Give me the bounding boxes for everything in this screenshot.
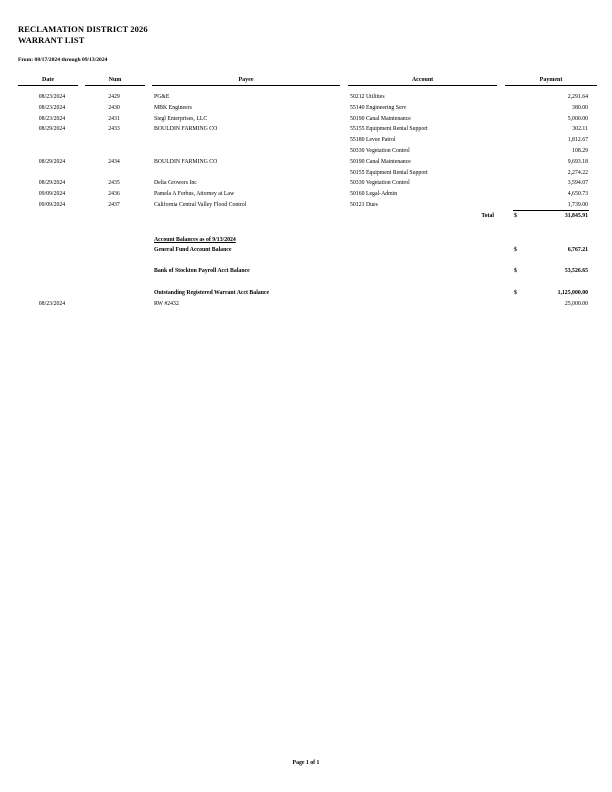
row-account: 50160 Legal-Admin [350, 191, 398, 198]
row-num: 2433 [108, 126, 120, 133]
row-payment: 1,739.00 [567, 202, 588, 208]
row-payee: BOULDIN FARMING CO [154, 126, 218, 133]
row-payee: Delta Growers Inc [154, 180, 197, 187]
row-num: 2436 [108, 191, 120, 198]
column-header-date: Date [18, 76, 78, 86]
page-footer: Page 1 of 1 [292, 760, 320, 766]
row-payment: 3,594.07 [567, 180, 588, 187]
table-row [0, 124, 612, 135]
row-date: 08/23/2024 [38, 104, 66, 111]
table-row [0, 114, 612, 125]
column-header-num: Num [85, 76, 145, 86]
row-payee: Siegl Enterprises, LLC [154, 115, 208, 122]
row-payment: 9,693.18 [567, 158, 588, 165]
row-payee: BOULDIN FARMING CO [154, 158, 218, 165]
table-row [0, 135, 612, 146]
row-account: 55140 Engineering Serv [350, 104, 407, 111]
balance-label-payroll: Bank of Stockton Payroll Acct Balance [154, 268, 250, 274]
row-date: 09/09/2024 [38, 191, 66, 198]
row-date: 08/29/2024 [38, 180, 66, 187]
table-row [0, 146, 612, 157]
row-account: 55155 Equipment Rental Support [350, 126, 428, 133]
column-header-payee: Payee [152, 76, 340, 86]
row-date: 08/23/2024 [38, 94, 66, 100]
table-row [0, 189, 612, 200]
row-payee: Pamela A Forbus, Attorney at Law [154, 191, 235, 198]
table-row [0, 157, 612, 168]
row-date: 08/29/2024 [38, 126, 66, 133]
row-account: 50212 Utilities [350, 94, 385, 100]
registered-warrant-payment: 25,000.00 [564, 301, 588, 307]
row-account: 55180 Levee Patrol [350, 137, 396, 144]
table-row [0, 178, 612, 189]
registered-warrant-payee: RW #2432 [154, 301, 179, 307]
balance-amount-payroll: 53,526.65 [564, 268, 588, 274]
date-range: From: 08/17/2024 through 09/13/2024 [18, 57, 108, 63]
row-num: 2429 [108, 94, 120, 100]
row-payment: 1,812.67 [567, 137, 588, 144]
row-account: 50121 Dues [350, 202, 378, 208]
row-payee: California Central Valley Flood Control [154, 202, 247, 208]
row-account: 50155 Equipment Rental Support [350, 169, 428, 176]
balance-amount-warrant: 1,125,000.00 [557, 290, 588, 296]
row-date: 09/09/2024 [38, 202, 66, 208]
row-account: 50330 Vegetation Control [350, 180, 410, 187]
row-account: 50330 Vegetation Control [350, 148, 410, 154]
balance-label-general: General Fund Account Balance [154, 247, 232, 253]
document-title: RECLAMATION DISTRICT 2026 [18, 24, 148, 34]
row-payee: PG&E [154, 94, 170, 100]
row-payment: 2,274.22 [567, 169, 588, 176]
column-header-account: Account [348, 76, 497, 86]
row-date: 08/23/2024 [38, 115, 66, 122]
row-num: 2435 [108, 180, 120, 187]
registered-warrant-date: 08/23/2024 [38, 301, 66, 307]
balance-currency-warrant: $ [514, 290, 517, 296]
row-date: 08/29/2024 [38, 158, 66, 165]
row-num: 2437 [108, 202, 120, 208]
table-row [0, 103, 612, 114]
row-payment: 380.00 [572, 104, 588, 111]
row-num: 2430 [108, 104, 120, 111]
row-payment: 302.11 [572, 126, 588, 133]
balances-heading: Account Balances as of 9/13/2024 [154, 237, 236, 243]
balance-label-warrant: Outstanding Registered Warrant Acct Balance [154, 290, 270, 296]
row-payment: 5,000.00 [567, 115, 588, 122]
column-header-payment: Payment [505, 76, 597, 86]
total-label: Total [481, 213, 494, 219]
document-subtitle: WARRANT LIST [18, 35, 85, 45]
total-amount: 31,845.91 [564, 213, 588, 219]
row-payee: MBK Engineers [154, 104, 192, 111]
row-payment: 4,650.73 [567, 191, 588, 198]
registered-warrant-row [0, 299, 612, 310]
row-num: 2434 [108, 158, 120, 165]
table-row [0, 168, 612, 179]
row-account: 50190 Canal Maintenance [350, 115, 411, 122]
balance-currency-general: $ [514, 247, 517, 253]
total-currency: $ [514, 213, 517, 219]
row-num: 2431 [108, 115, 120, 122]
balance-amount-general: 6,767.21 [567, 247, 588, 253]
row-payment: 2,291.64 [567, 94, 588, 100]
row-account: 50190 Canal Maintenance [350, 158, 411, 165]
table-row [0, 92, 612, 103]
balance-currency-payroll: $ [514, 268, 517, 274]
row-payment: 108.29 [572, 148, 588, 154]
